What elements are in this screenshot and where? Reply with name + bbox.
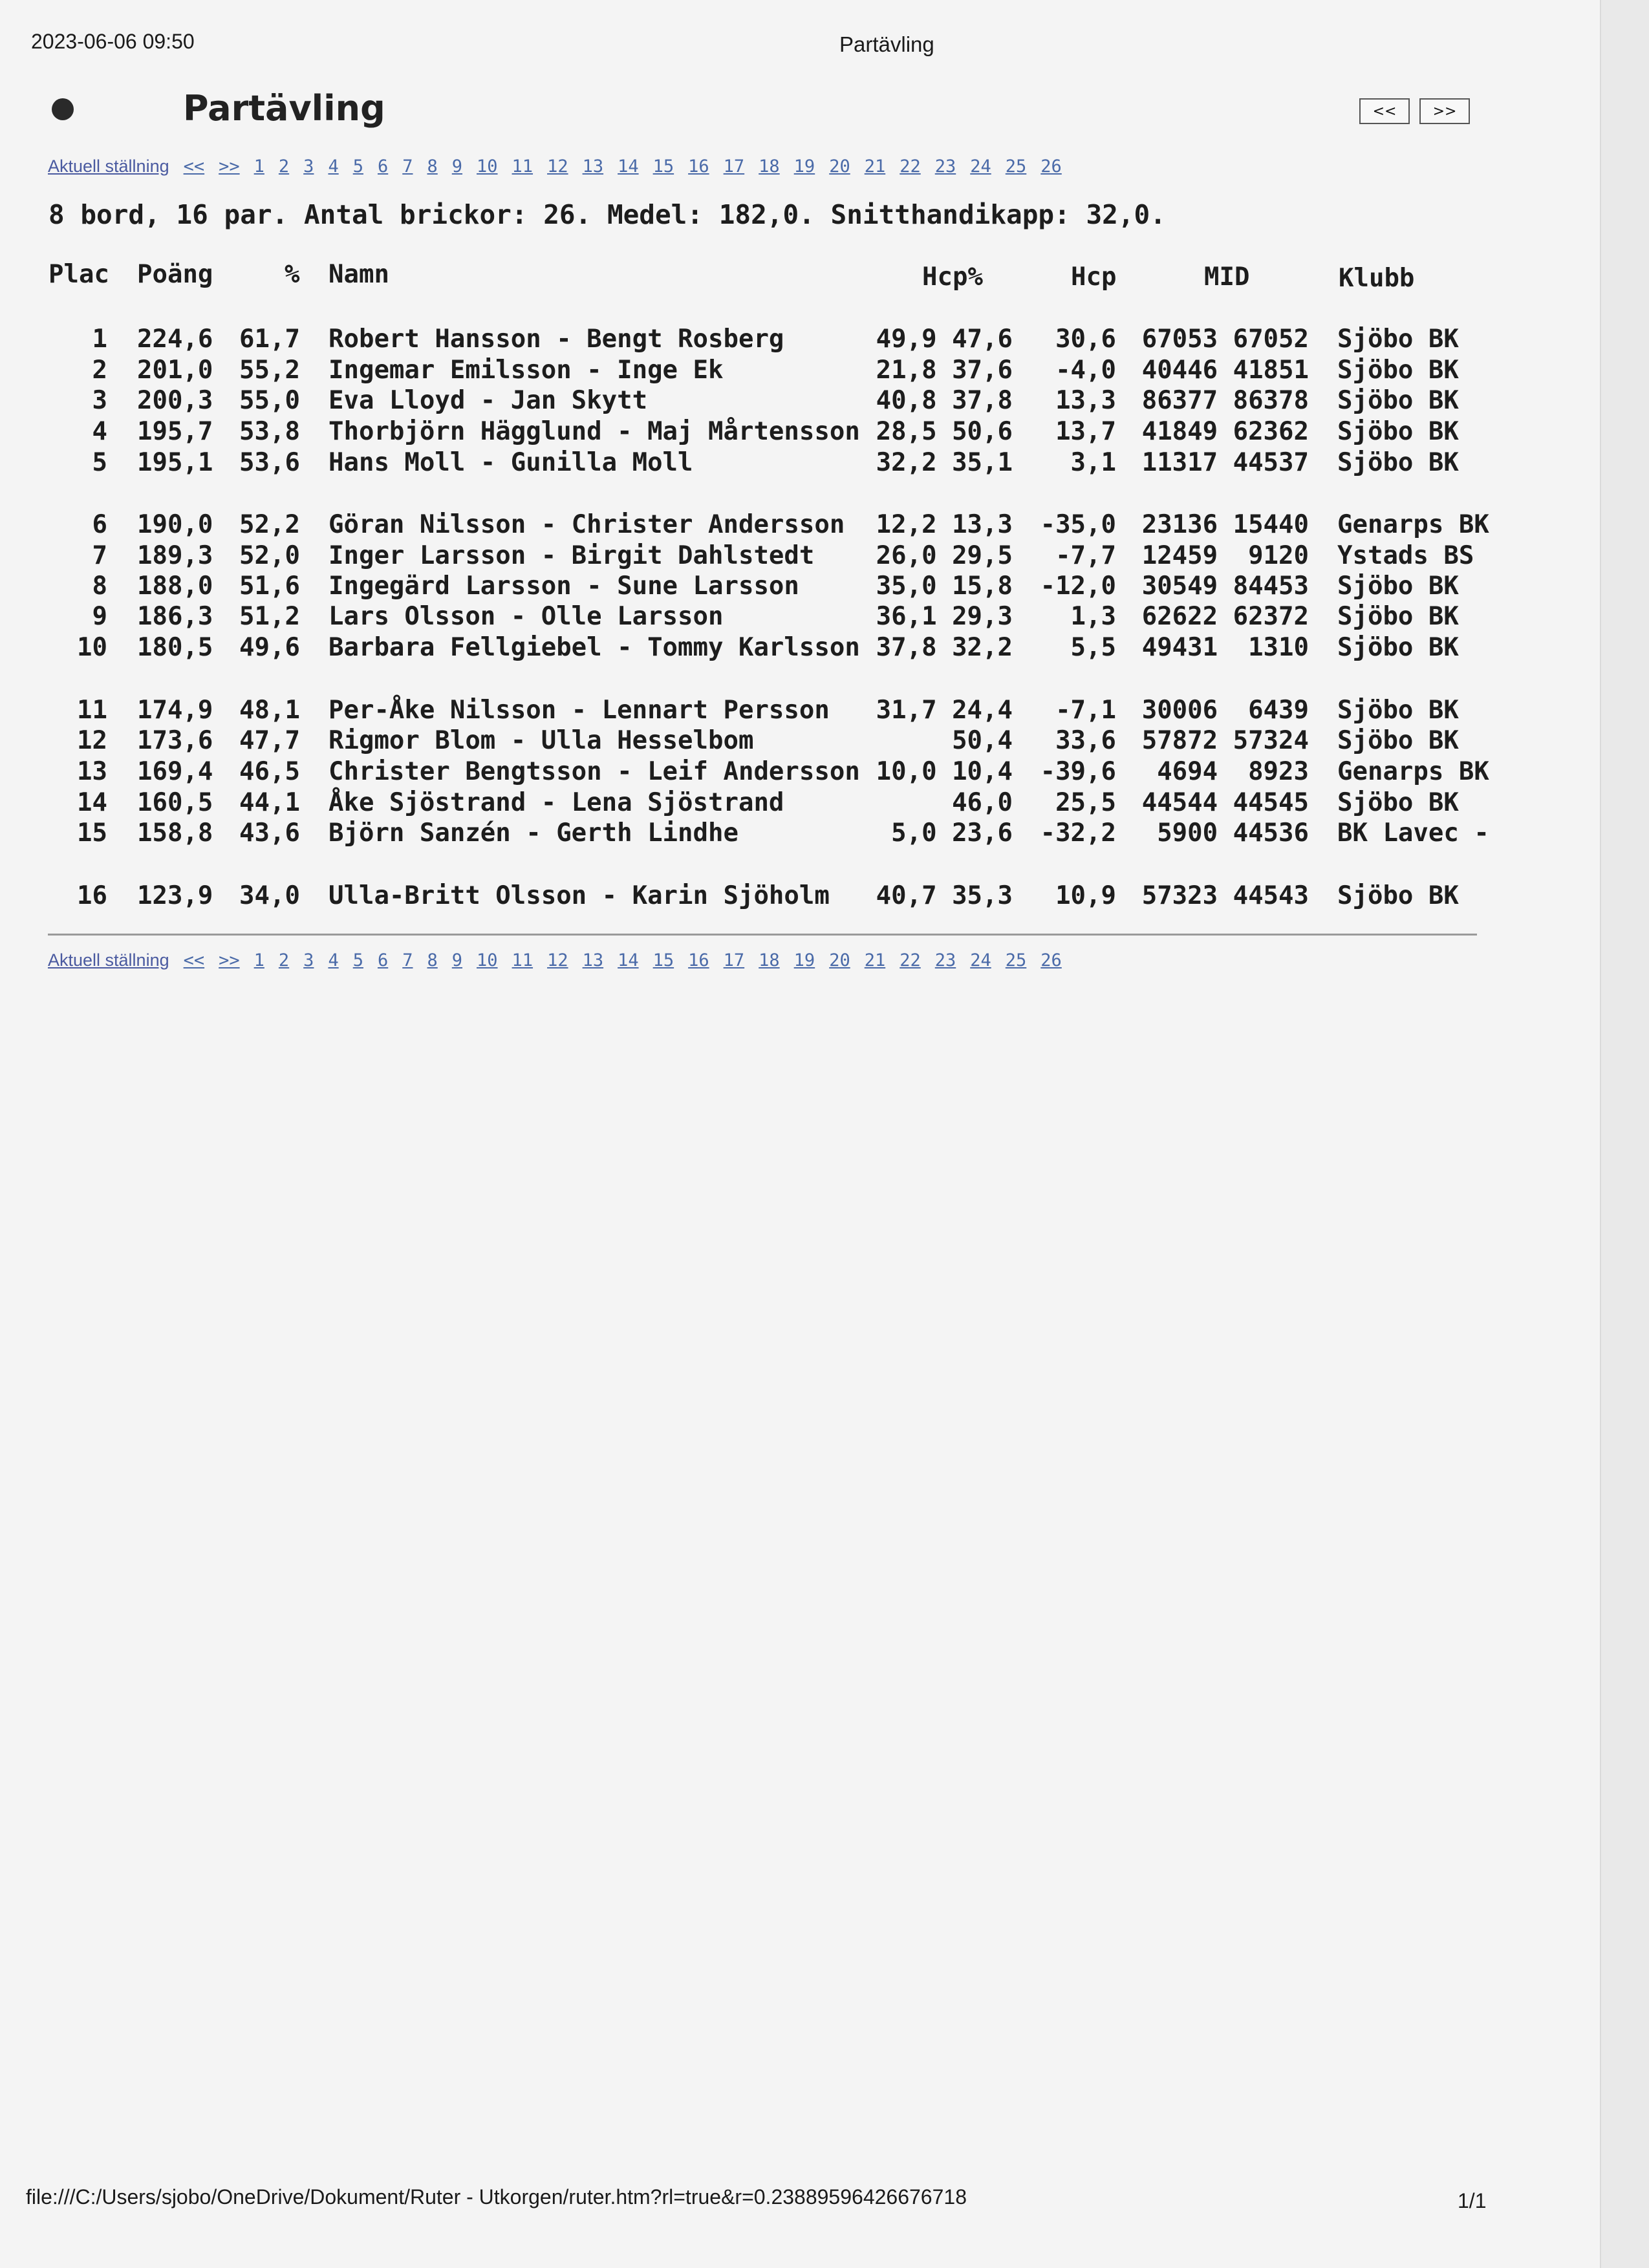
cell-plac: 3 bbox=[92, 386, 107, 415]
cell-hcp-pct: 32,2 35,1 bbox=[876, 448, 1013, 477]
cell-hcp: 5,5 bbox=[1070, 633, 1116, 662]
nav-top-round-link-17[interactable]: 17 bbox=[723, 156, 745, 177]
cell-hcp-pct: 12,2 13,3 bbox=[876, 510, 1013, 539]
nav-top-round-link-13[interactable]: 13 bbox=[582, 156, 604, 177]
nav-bottom-round-link-17[interactable]: 17 bbox=[723, 950, 745, 970]
round-nav-bottom bbox=[48, 950, 1076, 970]
cell-mid: 49431 1310 bbox=[1141, 633, 1309, 662]
nav-bottom-current-link[interactable]: Aktuell ställning bbox=[48, 950, 169, 970]
nav-bottom-round-link-4[interactable]: 4 bbox=[328, 950, 339, 970]
cell-pct: 46,5 bbox=[239, 757, 300, 786]
nav-top-round-link-24[interactable]: 24 bbox=[970, 156, 991, 177]
nav-bottom-round-link-5[interactable]: 5 bbox=[352, 950, 363, 970]
cell-namn: Inger Larsson - Birgit Dahlstedt bbox=[329, 541, 815, 570]
cell-poang: 186,3 bbox=[137, 602, 213, 631]
cell-namn: Eva Lloyd - Jan Skytt bbox=[329, 386, 648, 415]
cell-klubb: Sjöbo BK bbox=[1337, 417, 1459, 446]
nav-bottom-round-link-22[interactable]: 22 bbox=[900, 950, 921, 970]
cell-poang: 158,8 bbox=[137, 818, 213, 848]
cell-mid: 86377 86378 bbox=[1141, 386, 1309, 415]
cell-hcp-pct: 46,0 bbox=[952, 788, 1013, 817]
cell-hcp: 13,7 bbox=[1055, 417, 1116, 446]
nav-bottom-round-link-20[interactable]: 20 bbox=[829, 950, 850, 970]
cell-pct: 55,2 bbox=[239, 356, 300, 385]
bullet-icon bbox=[52, 98, 74, 120]
cell-namn: Ulla-Britt Olsson - Karin Sjöholm bbox=[329, 881, 830, 910]
nav-bottom-round-link-16[interactable]: 16 bbox=[688, 950, 709, 970]
divider bbox=[48, 934, 1477, 936]
nav-top-round-link-4[interactable]: 4 bbox=[328, 156, 339, 177]
cell-hcp: 3,1 bbox=[1070, 448, 1116, 477]
cell-poang: 160,5 bbox=[137, 788, 213, 817]
nav-top-round-link-7[interactable]: 7 bbox=[402, 156, 413, 177]
cell-plac: 4 bbox=[92, 417, 107, 446]
cell-poang: 195,1 bbox=[137, 448, 213, 477]
cell-hcp: -32,2 bbox=[1040, 818, 1116, 848]
cell-poang: 224,6 bbox=[137, 325, 213, 354]
footer-page-number: 1/1 bbox=[1458, 2189, 1487, 2212]
cell-pct: 43,6 bbox=[239, 818, 300, 848]
cell-klubb: Sjöbo BK bbox=[1337, 602, 1459, 631]
cell-mid: 30549 84453 bbox=[1141, 572, 1309, 601]
cell-namn: Barbara Fellgiebel - Tommy Karlsson bbox=[329, 633, 860, 662]
cell-mid: 41849 62362 bbox=[1141, 417, 1309, 446]
cell-poang: 169,4 bbox=[137, 757, 213, 786]
cell-namn: Ingegärd Larsson - Sune Larsson bbox=[329, 572, 799, 601]
summary-line: 8 bord, 16 par. Antal brickor: 26. Medel: 182,0. Snitthandikapp: 32,0. bbox=[48, 199, 1166, 230]
nav-top-round-link-12[interactable]: 12 bbox=[547, 156, 568, 177]
header-poang: Poäng bbox=[137, 260, 213, 289]
cell-hcp: -12,0 bbox=[1040, 572, 1116, 601]
nav-top-round-link-11[interactable]: 11 bbox=[512, 156, 534, 177]
nav-top-round-link-16[interactable]: 16 bbox=[688, 156, 709, 177]
nav-bottom-round-link-6[interactable]: 6 bbox=[377, 950, 389, 970]
cell-mid: 57323 44543 bbox=[1141, 881, 1309, 910]
cell-namn: Per-Åke Nilsson - Lennart Persson bbox=[329, 696, 830, 725]
nav-top-round-link-26[interactable]: 26 bbox=[1040, 156, 1062, 177]
cell-plac: 12 bbox=[77, 726, 107, 755]
nav-top-round-link-23[interactable]: 23 bbox=[934, 156, 956, 177]
cell-hcp: 30,6 bbox=[1055, 325, 1116, 354]
header-mid: MID bbox=[1204, 262, 1250, 292]
cell-klubb: BK Lavec - bbox=[1337, 818, 1489, 848]
cell-plac: 5 bbox=[92, 448, 107, 477]
cell-hcp-pct: 50,4 bbox=[952, 726, 1013, 755]
cell-namn: Thorbjörn Hägglund - Maj Mårtensson bbox=[329, 417, 860, 446]
cell-poang: 195,7 bbox=[137, 417, 213, 446]
cell-mid: 44544 44545 bbox=[1141, 788, 1309, 817]
cell-klubb: Sjöbo BK bbox=[1337, 325, 1459, 354]
nav-bottom-round-link-9[interactable]: 9 bbox=[451, 950, 463, 970]
header-hcp: Hcp bbox=[1071, 262, 1117, 292]
cell-plac: 15 bbox=[77, 818, 107, 848]
nav-top-round-link-3[interactable]: 3 bbox=[303, 156, 314, 177]
cell-hcp-pct: 35,0 15,8 bbox=[876, 572, 1013, 601]
cell-pct: 53,6 bbox=[239, 448, 300, 477]
prev-page-button[interactable]: << bbox=[1359, 98, 1410, 124]
cell-plac: 8 bbox=[92, 572, 107, 601]
nav-top-round-link-25[interactable]: 25 bbox=[1005, 156, 1027, 177]
cell-mid: 40446 41851 bbox=[1141, 356, 1309, 385]
nav-top-round-link-1[interactable]: 1 bbox=[253, 156, 264, 177]
header-namn: Namn bbox=[329, 260, 389, 289]
cell-pct: 34,0 bbox=[239, 881, 300, 910]
cell-mid: 4694 8923 bbox=[1157, 757, 1309, 786]
cell-pct: 48,1 bbox=[239, 696, 300, 725]
nav-top-next-link[interactable]: >> bbox=[219, 156, 240, 177]
cell-hcp-pct: 28,5 50,6 bbox=[876, 417, 1013, 446]
cell-pct: 47,7 bbox=[239, 726, 300, 755]
cell-hcp-pct: 10,0 10,4 bbox=[876, 757, 1013, 786]
cell-hcp: 13,3 bbox=[1055, 386, 1116, 415]
cell-namn: Rigmor Blom - Ulla Hesselbom bbox=[329, 726, 754, 755]
nav-bottom-round-link-24[interactable]: 24 bbox=[970, 950, 991, 970]
cell-namn: Björn Sanzén - Gerth Lindhe bbox=[329, 818, 738, 848]
cell-mid: 5900 44536 bbox=[1157, 818, 1309, 848]
cell-poang: 189,3 bbox=[137, 541, 213, 570]
page-nav-buttons bbox=[1359, 98, 1470, 124]
cell-poang: 190,0 bbox=[137, 510, 213, 539]
cell-mid: 62622 62372 bbox=[1141, 602, 1309, 631]
nav-top-round-link-22[interactable]: 22 bbox=[900, 156, 921, 177]
nav-bottom-round-link-8[interactable]: 8 bbox=[427, 950, 438, 970]
nav-bottom-round-link-14[interactable]: 14 bbox=[618, 950, 639, 970]
cell-mid: 57872 57324 bbox=[1141, 726, 1309, 755]
cell-hcp: -35,0 bbox=[1040, 510, 1116, 539]
header-klubb: Klubb bbox=[1339, 264, 1415, 293]
cell-pct: 51,2 bbox=[239, 602, 300, 631]
nav-bottom-round-link-18[interactable]: 18 bbox=[759, 950, 780, 970]
cell-klubb: Genarps BK bbox=[1337, 510, 1489, 539]
cell-hcp-pct: 21,8 37,6 bbox=[876, 356, 1013, 385]
cell-pct: 51,6 bbox=[239, 572, 300, 601]
cell-poang: 201,0 bbox=[137, 356, 213, 385]
cell-klubb: Sjöbo BK bbox=[1337, 356, 1459, 385]
cell-poang: 173,6 bbox=[137, 726, 213, 755]
nav-bottom-round-link-11[interactable]: 11 bbox=[512, 950, 534, 970]
nav-top-round-link-2[interactable]: 2 bbox=[278, 156, 290, 177]
cell-hcp: 1,3 bbox=[1070, 602, 1116, 631]
nav-bottom-round-link-15[interactable]: 15 bbox=[652, 950, 674, 970]
cell-klubb: Sjöbo BK bbox=[1337, 386, 1459, 415]
nav-top-round-link-20[interactable]: 20 bbox=[829, 156, 850, 177]
nav-top-prev-link[interactable]: << bbox=[183, 156, 205, 177]
cell-klubb: Sjöbo BK bbox=[1337, 572, 1459, 601]
nav-bottom-round-link-10[interactable]: 10 bbox=[477, 950, 498, 970]
cell-pct: 55,0 bbox=[239, 386, 300, 415]
cell-plac: 2 bbox=[92, 356, 107, 385]
header-hcp-pct: Hcp% bbox=[922, 262, 983, 292]
cell-namn: Christer Bengtsson - Leif Andersson bbox=[329, 757, 860, 786]
cell-hcp-pct: 37,8 32,2 bbox=[876, 633, 1013, 662]
cell-hcp-pct: 5,0 23,6 bbox=[891, 818, 1013, 848]
nav-bottom-round-link-25[interactable]: 25 bbox=[1005, 950, 1027, 970]
cell-namn: Hans Moll - Gunilla Moll bbox=[329, 448, 693, 477]
cell-hcp: -7,7 bbox=[1055, 541, 1116, 570]
cell-hcp-pct: 31,7 24,4 bbox=[876, 696, 1013, 725]
cell-klubb: Sjöbo BK bbox=[1337, 881, 1459, 910]
cell-hcp: 10,9 bbox=[1055, 881, 1116, 910]
cell-plac: 7 bbox=[92, 541, 107, 570]
nav-bottom-round-link-26[interactable]: 26 bbox=[1040, 950, 1062, 970]
nav-top-round-link-8[interactable]: 8 bbox=[427, 156, 438, 177]
cell-plac: 11 bbox=[77, 696, 107, 725]
cell-plac: 1 bbox=[92, 325, 107, 354]
nav-bottom-round-link-12[interactable]: 12 bbox=[547, 950, 568, 970]
cell-poang: 188,0 bbox=[137, 572, 213, 601]
nav-top-round-link-10[interactable]: 10 bbox=[477, 156, 498, 177]
cell-hcp: -39,6 bbox=[1040, 757, 1116, 786]
cell-mid: 12459 9120 bbox=[1141, 541, 1309, 570]
cell-hcp: 33,6 bbox=[1055, 726, 1116, 755]
cell-klubb: Ystads BS bbox=[1337, 541, 1474, 570]
cell-klubb: Genarps BK bbox=[1337, 757, 1489, 786]
cell-poang: 200,3 bbox=[137, 386, 213, 415]
cell-mid: 23136 15440 bbox=[1141, 510, 1309, 539]
nav-bottom-next-link[interactable]: >> bbox=[219, 950, 240, 970]
nav-bottom-round-link-2[interactable]: 2 bbox=[278, 950, 290, 970]
cell-hcp: -4,0 bbox=[1055, 356, 1116, 385]
cell-poang: 180,5 bbox=[137, 633, 213, 662]
cell-hcp-pct: 40,8 37,8 bbox=[876, 386, 1013, 415]
cell-pct: 53,8 bbox=[239, 417, 300, 446]
cell-namn: Göran Nilsson - Christer Andersson bbox=[329, 510, 845, 539]
cell-mid: 67053 67052 bbox=[1141, 325, 1309, 354]
nav-top-round-link-14[interactable]: 14 bbox=[618, 156, 639, 177]
cell-pct: 52,0 bbox=[239, 541, 300, 570]
cell-hcp-pct: 26,0 29,5 bbox=[876, 541, 1013, 570]
nav-bottom-round-link-19[interactable]: 19 bbox=[793, 950, 815, 970]
nav-bottom-round-link-23[interactable]: 23 bbox=[934, 950, 956, 970]
cell-klubb: Sjöbo BK bbox=[1337, 788, 1459, 817]
cell-pct: 52,2 bbox=[239, 510, 300, 539]
cell-hcp: 25,5 bbox=[1055, 788, 1116, 817]
cell-hcp: -7,1 bbox=[1055, 696, 1116, 725]
nav-top-round-link-19[interactable]: 19 bbox=[793, 156, 815, 177]
cell-namn: Ingemar Emilsson - Inge Ek bbox=[329, 356, 724, 385]
cell-poang: 174,9 bbox=[137, 696, 213, 725]
footer-url: file:///C:/Users/sjobo/OneDrive/Dokument/Ruter - Utkorgen/ruter.htm?rl=true&r=0.23889596426676718 bbox=[26, 2185, 967, 2209]
nav-bottom-prev-link[interactable]: << bbox=[183, 950, 205, 970]
cell-klubb: Sjöbo BK bbox=[1337, 696, 1459, 725]
cell-plac: 13 bbox=[77, 757, 107, 786]
cell-hcp-pct: 40,7 35,3 bbox=[876, 881, 1013, 910]
print-title: Partävling bbox=[839, 32, 934, 56]
page-title: Partävling bbox=[183, 88, 385, 129]
cell-plac: 16 bbox=[77, 881, 107, 910]
cell-plac: 14 bbox=[77, 788, 107, 817]
cell-klubb: Sjöbo BK bbox=[1337, 726, 1459, 755]
nav-bottom-round-link-13[interactable]: 13 bbox=[582, 950, 604, 970]
cell-hcp-pct: 36,1 29,3 bbox=[876, 602, 1013, 631]
cell-poang: 123,9 bbox=[137, 881, 213, 910]
nav-top-round-link-5[interactable]: 5 bbox=[352, 156, 363, 177]
print-datetime: 2023-06-06 09:50 bbox=[31, 30, 195, 53]
nav-bottom-round-link-7[interactable]: 7 bbox=[402, 950, 413, 970]
nav-top-current-link[interactable]: Aktuell ställning bbox=[48, 156, 169, 176]
cell-mid: 30006 6439 bbox=[1141, 696, 1309, 725]
cell-mid: 11317 44537 bbox=[1141, 448, 1309, 477]
cell-namn: Åke Sjöstrand - Lena Sjöstrand bbox=[329, 788, 784, 817]
cell-pct: 44,1 bbox=[239, 788, 300, 817]
nav-bottom-round-link-3[interactable]: 3 bbox=[303, 950, 314, 970]
cell-pct: 49,6 bbox=[239, 633, 300, 662]
cell-plac: 10 bbox=[77, 633, 107, 662]
cell-namn: Robert Hansson - Bengt Rosberg bbox=[329, 325, 784, 354]
scan-edge bbox=[1600, 0, 1649, 2268]
nav-bottom-round-link-21[interactable]: 21 bbox=[864, 950, 886, 970]
cell-klubb: Sjöbo BK bbox=[1337, 448, 1459, 477]
nav-top-round-link-21[interactable]: 21 bbox=[864, 156, 886, 177]
cell-plac: 9 bbox=[92, 602, 107, 631]
cell-klubb: Sjöbo BK bbox=[1337, 633, 1459, 662]
nav-top-round-link-6[interactable]: 6 bbox=[377, 156, 389, 177]
nav-top-round-link-15[interactable]: 15 bbox=[652, 156, 674, 177]
cell-hcp-pct: 49,9 47,6 bbox=[876, 325, 1013, 354]
cell-pct: 61,7 bbox=[239, 325, 300, 354]
cell-plac: 6 bbox=[92, 510, 107, 539]
round-nav-top bbox=[48, 156, 1076, 177]
nav-top-round-link-9[interactable]: 9 bbox=[451, 156, 463, 177]
nav-top-round-link-18[interactable]: 18 bbox=[759, 156, 780, 177]
header-plac: Plac bbox=[48, 260, 109, 289]
next-page-button[interactable]: >> bbox=[1419, 98, 1470, 124]
cell-namn: Lars Olsson - Olle Larsson bbox=[329, 602, 724, 631]
nav-bottom-round-link-1[interactable]: 1 bbox=[253, 950, 264, 970]
header-pct: % bbox=[285, 260, 300, 289]
